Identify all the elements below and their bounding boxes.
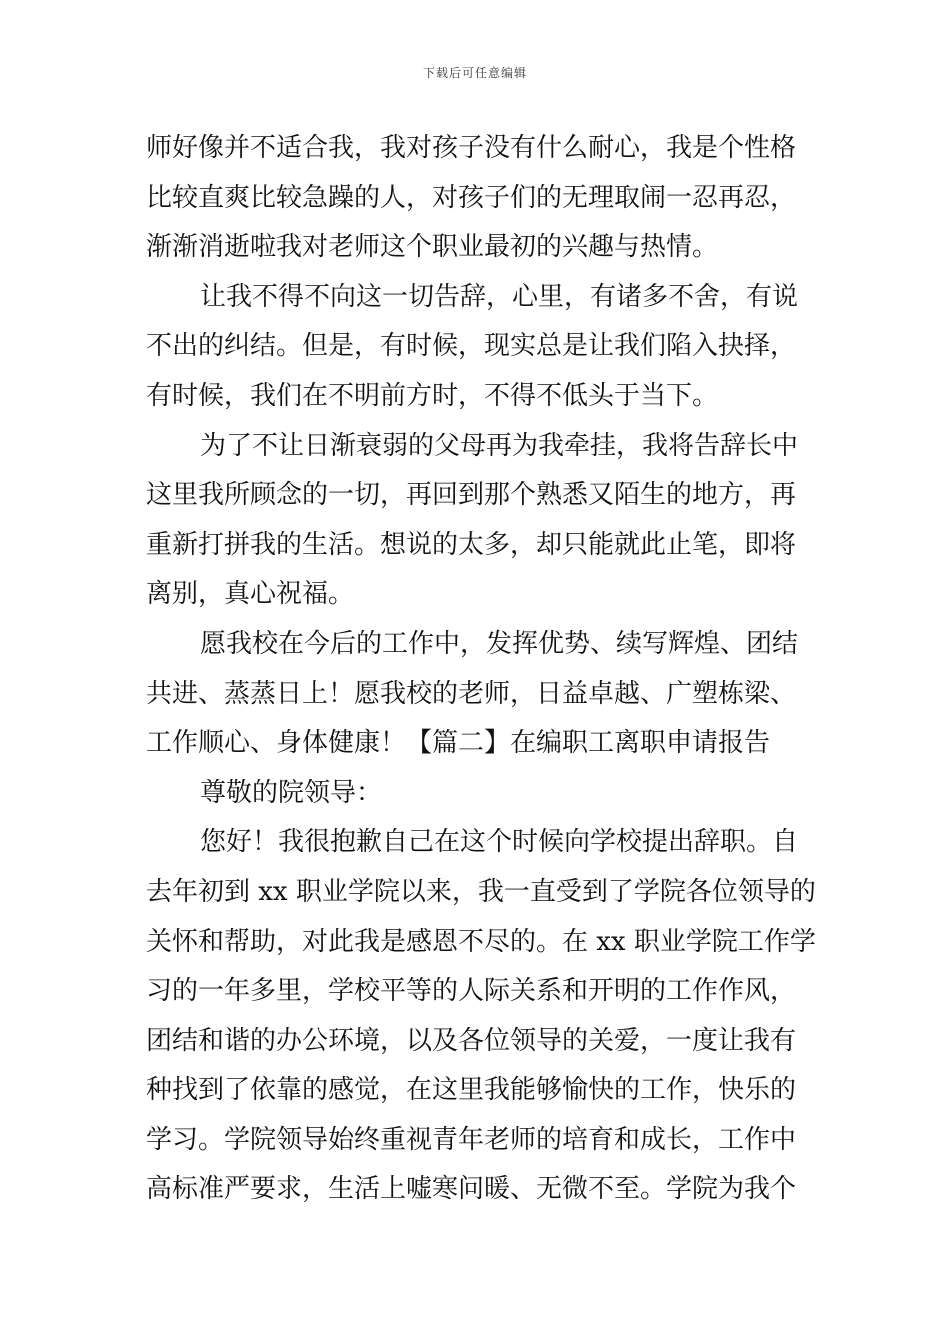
- paragraph-start-line: 为了不让日渐衰弱的父母再为我牵挂，我将告辞长中: [200, 430, 799, 461]
- paragraph-start-line: 愿我校在今后的工作中，发挥优势、续写辉煌、团结: [200, 628, 799, 659]
- salutation-line: 尊敬的院领导：: [200, 777, 383, 808]
- text-line: 离别，真心祝福。: [146, 579, 355, 610]
- text-line: 这里我所顾念的一切，再回到那个熟悉又陌生的地方，再: [146, 480, 797, 511]
- document-body: [146, 124, 816, 1215]
- text-line: 团结和谐的办公环境，以及各位领导的关爱，一度让我有: [146, 1025, 797, 1056]
- text-line: 渐渐消逝啦我对老师这个职业最初的兴趣与热情。: [146, 232, 719, 263]
- text-line: 关怀和帮助，对此我是感恩不尽的。在 xx 职业学院工作学: [146, 926, 816, 957]
- text-line: 比较直爽比较急躁的人，对孩子们的无理取闹一忍再忍，: [146, 182, 797, 213]
- paragraph-start-line: 您好！我很抱歉自己在这个时候向学校提出辞职。自: [200, 827, 799, 858]
- text-line: 高标准严要求，生活上嘘寒问暖、无微不至。学院为我个: [146, 1174, 797, 1205]
- text-line: 共进、蒸蒸日上！愿我校的老师，日益卓越、广塑栋梁、: [146, 678, 797, 709]
- text-line: 师好像并不适合我，我对孩子没有什么耐心，我是个性格: [146, 133, 797, 163]
- text-line: 重新打拼我的生活。想说的太多，却只能就此止笔，即将: [146, 529, 797, 560]
- text-line: 工作顺心、身体健康！【篇二】在编职工离职申请报告: [146, 728, 771, 759]
- text-line: 去年初到 xx 职业学院以来，我一直受到了学院各位领导的: [146, 876, 816, 907]
- paragraph-start-line: 让我不得不向这一切告辞，心里，有诸多不舍，有说: [200, 281, 799, 312]
- text-line: 习的一年多里，学校平等的人际关系和开明的工作作风，: [146, 976, 797, 1007]
- text-line: 学习。学院领导始终重视青年老师的培育和成长，工作中: [146, 1124, 797, 1155]
- text-line: 种找到了依靠的感觉，在这里我能够愉快的工作，快乐的: [146, 1075, 797, 1106]
- page-header: 下载后可任意编辑: [422, 66, 527, 80]
- text-line: 不出的纠结。但是，有时候，现实总是让我们陷入抉择，: [146, 331, 797, 362]
- text-line: 有时候，我们在不明前方时，不得不低头于当下。: [146, 380, 719, 411]
